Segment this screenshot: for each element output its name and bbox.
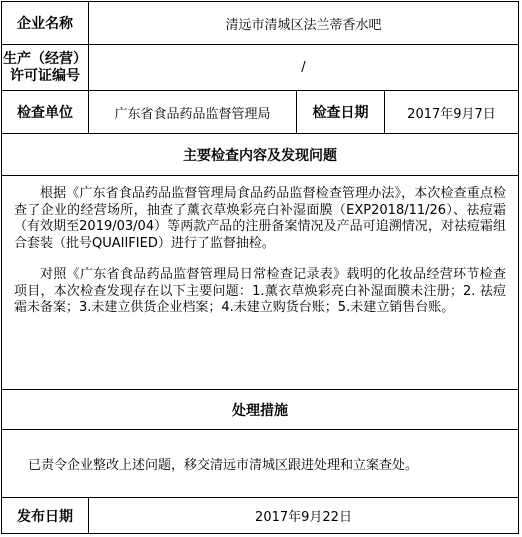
- enterprise-name: 清远市清城区法兰蒂香水吧: [88, 2, 518, 44]
- license-label: [2, 45, 88, 90]
- enterprise-label: 企业名称: [17, 16, 73, 32]
- publish-date-label: 发布日期: [17, 508, 73, 525]
- measures-title: 处理措施: [232, 402, 288, 419]
- enterprise-row: [1, 1, 519, 44]
- license-label-line1: 生产（经营）: [3, 50, 87, 67]
- measures-title-row: [1, 389, 519, 429]
- findings-paragraph-1: 根据《广东省食品药品监督管理局食品药品监督检查管理办法》，本次检查重点检查了企业的经营场所，抽查了薰衣草焕彩亮白补湿面膜（EXP2018/11/26）、祛痘霜（有效期至2019/03/04）等两款产品的注册备案情况及产品可追溯情况，对祛痘霜组合套装（批号QUAIIFIED）进行了监督抽检。: [14, 186, 506, 251]
- measures-body-row: [1, 429, 519, 497]
- inspection-unit-label: 检查单位: [17, 105, 73, 121]
- license-row: [1, 44, 519, 90]
- license-label-line2: 许可证编号: [10, 67, 80, 84]
- inspection-date-label: 检查日期: [296, 91, 384, 133]
- findings-title: 主要检查内容及发现问题: [183, 147, 337, 164]
- findings-title-row: [1, 133, 519, 175]
- inspection-record-table: [1, 1, 521, 534]
- measures-text: 已责令企业整改上述问题，移交清远市清城区跟进处理和立案查处。: [28, 458, 419, 473]
- findings-body: [2, 176, 518, 389]
- publish-date-value: 2017年9月22日: [88, 498, 518, 533]
- inspection-date-value: 2017年9月7日: [384, 91, 518, 133]
- publish-row: [1, 497, 519, 534]
- findings-paragraph-2: 对照《广东省食品药品监督管理局日常检查记录表》载明的化妆品经营环节检查项目，本次检查发现存在以下主要问题：1.薰衣草焕彩亮白补湿面膜未注册；2. 祛痘霜未备案；3.未建立供货企业档案；4.未建立购货台账；5.未建立销售台账。: [14, 267, 506, 315]
- inspection-row: [1, 90, 519, 133]
- license-number: /: [88, 45, 518, 90]
- inspection-unit-value: 广东省食品药品监督管理局: [88, 91, 296, 133]
- findings-body-row: [1, 175, 519, 389]
